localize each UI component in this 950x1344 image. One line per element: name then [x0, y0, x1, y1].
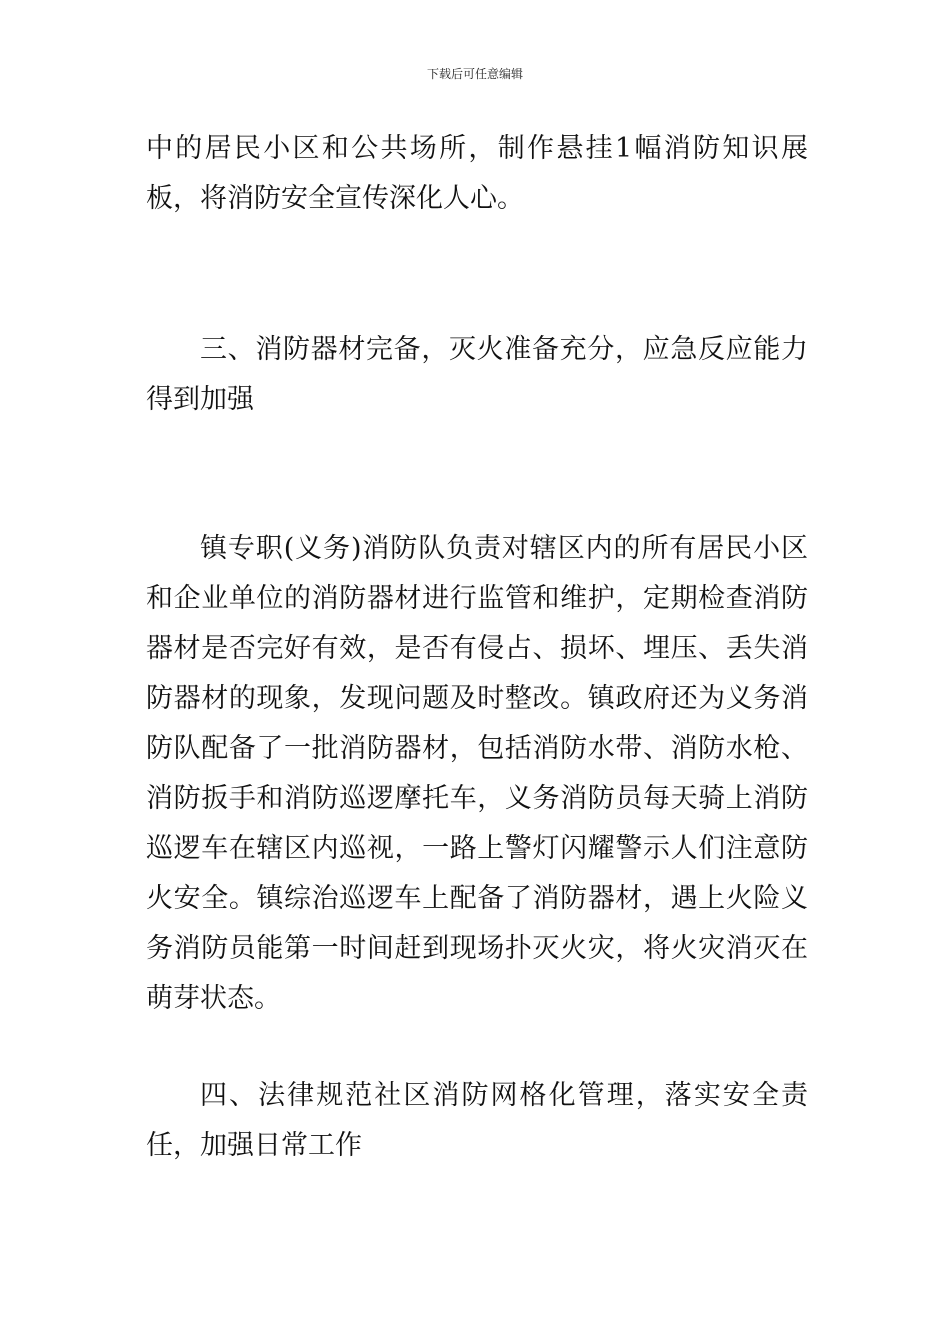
section-heading-four: 四、法律规范社区消防网格化管理，落实安全责任，加强日常工作 — [146, 1080, 808, 1161]
section-heading-three: 三、消防器材完备，灭火准备充分，应急反应能力得到加强 — [146, 334, 808, 415]
paragraph-continuation: 中的居民小区和公共场所，制作悬挂1幅消防知识展板，将消防安全宣传深化人心。 — [146, 133, 808, 214]
paragraph-body: 镇专职(义务)消防队负责对辖区内的所有居民小区和企业单位的消防器材进行监管和维护，定期检查消防器材是否完好有效，是否有侵占、损坏、埋压、丢失消防器材的现象，发现问题及时整改。镇政府还为义务消防队配备了一批消防器材，包括消防水带、消防水枪、消防扳手和消防巡逻摩托车，义务消防员每天骑上消防巡逻车在辖区内巡视，一路上警灯闪耀警示人们注意防火安全。镇综治巡逻车上配备了消防器材，遇上火险义务消防员能第一时间赶到现场扑灭火灾，将火灾消灭在萌芽状态。 — [146, 533, 808, 1014]
page-header-note: 下载后可任意编辑 — [426, 67, 523, 81]
